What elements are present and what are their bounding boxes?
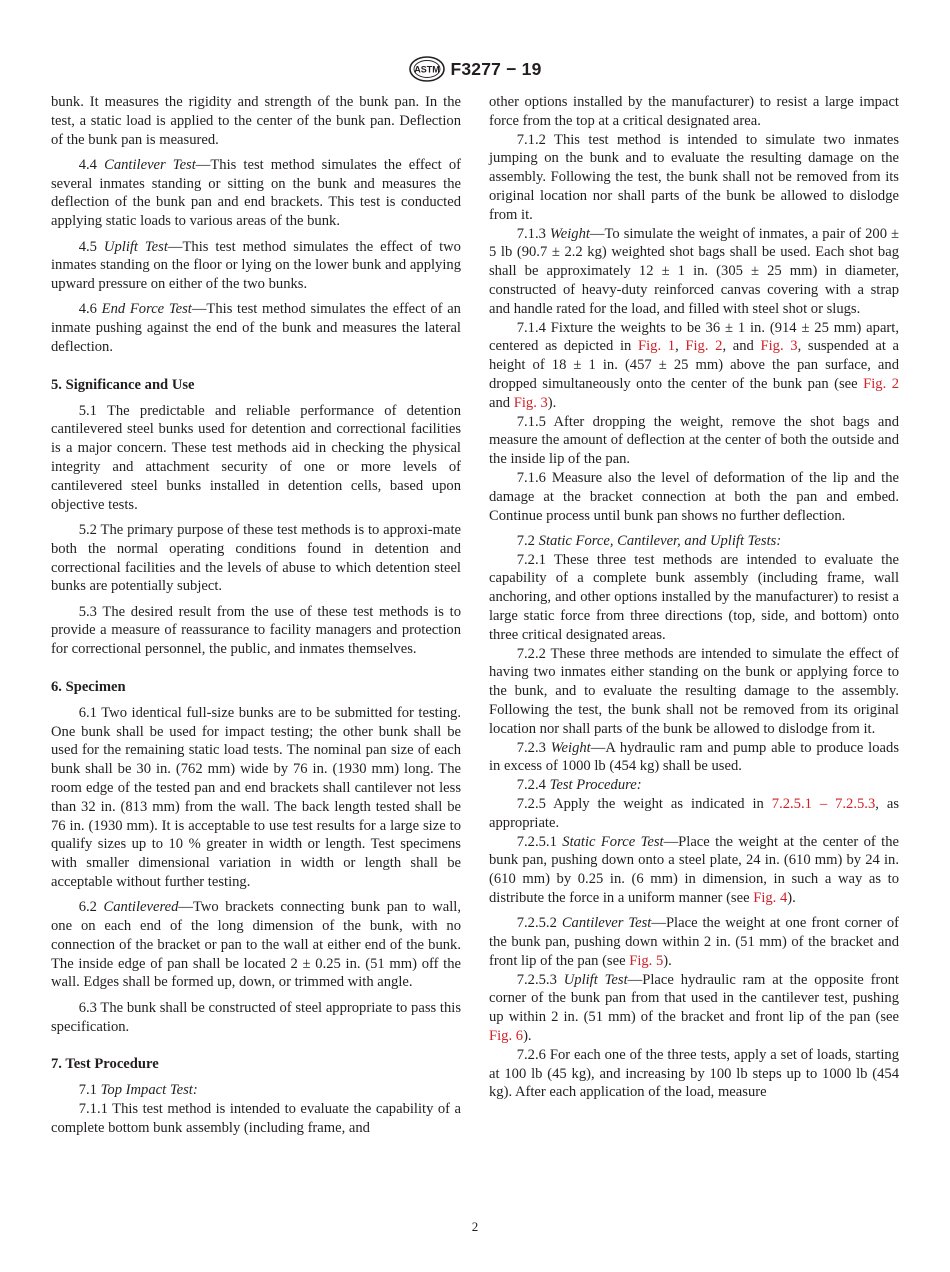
- paragraph-6-2: 6.2 Cantilevered—Two brackets connecting bunk pan to wall, one on each end of the long dimension of the bunk, with no connection of the bracket or pan to the wall at either end of the bunk. The inside edge of pan shall be located 2 ± 0.25 in. (51 mm) off the wall. Edges shall be formed up, down, or trimmed with angle.: [51, 899, 461, 991]
- fig-2-link[interactable]: Fig. 2: [685, 338, 723, 355]
- paragraph-7-2-6: 7.2.6 For each one of the three tests, apply a set of loads, starting at 100 lb (45 kg), and increasing by 100 lb steps up to 1000 lb (454 kg). After each application of the load, measure: [489, 1046, 899, 1101]
- paragraph-6-1: 6.1 Two identical full-size bunks are to be submitted for testing. One bunk shall be used for impact testing; the other bunk shall be used for the remaining static load tests. The nominal pan size of each bunk shall be 30 in. (762 mm) wide by 76 in. (1930 mm) long. The room edge of the tested pan and end brackets shall cantilever not less than 32 in. (813 mm) from the wall. The back length tested shall be 76 in. (1930 mm). It is acceptable to use test results for a large size to qualify sizes up to 10 % greater in width or length. Test specimens with smaller dimensional variation in width or length shall be acceptable without further testing.: [51, 704, 461, 890]
- section-heading-7: 7. Test Procedure: [51, 1056, 159, 1073]
- fig-3-link[interactable]: Fig. 3: [513, 394, 548, 411]
- paragraph-7-1-2: 7.1.2 This test method is intended to simulate two inmates jumping on the bunk and to evaluate the resulting damage on the assembly. Following the test, the bunk shall not be removed from its original location nor shall parts of the bunk be allowed to dislodge from it.: [489, 131, 899, 223]
- paragraph-7-2-2: 7.2.2 These three methods are intended to simulate the effect of having two inmates either standing on the bunk or applying force to the bunk, and to evaluate the resulting damage to the assembly. Following the test, the bunk shall not be removed from its original location nor shall parts of the bunk be allowed to dislodge from it.: [489, 645, 899, 737]
- paragraph-4-5: 4.5 Uplift Test—This test method simulates the effect of two inmates standing on the floor or lying on the lower bunk and applying upward pressure on either of the two bunks.: [51, 238, 461, 293]
- fig-4-link[interactable]: Fig. 4: [753, 889, 788, 906]
- section-heading-6: 6. Specimen: [51, 679, 126, 696]
- paragraph-7-2-5-3: 7.2.5.3 Uplift Test—Place hydraulic ram at the opposite front corner of the bunk pan from that used in the cantilever test, pushing up within 2 in. (51 mm) of the bracket and front lip of the pan (see Fig. 6).: [489, 971, 899, 1045]
- astm-logo-icon: [408, 56, 446, 82]
- paragraph-7-2: 7.2 Static Force, Cantilever, and Uplift Tests:: [516, 532, 782, 549]
- svg-text:ASTM: ASTM: [414, 64, 441, 75]
- fig-3-link[interactable]: Fig. 3: [760, 338, 798, 355]
- paragraph-7-2-5-2: 7.2.5.2 Cantilever Test—Place the weight at one front corner of the bunk pan, pushing down within 2 in. (51 mm) of the bracket and front lip of the pan (see Fig. 5).: [489, 915, 899, 969]
- paragraph-5-2: 5.2 The primary purpose of these test methods is to approxi-mate both the normal operating conditions found in detention and correctional facilities and the levels of abuse to which detention steel bunks are potentially subject.: [51, 521, 461, 595]
- paragraph-7-1-1: 7.1.1 This test method is intended to evaluate the capability of a complete bottom bunk assembly (including frame, and: [51, 1100, 461, 1136]
- section-ref-link[interactable]: 7.2.5.1 – 7.2.5.3: [771, 795, 876, 812]
- paragraph-7-2-1: 7.2.1 These three test methods are intended to evaluate the capability of a complete bunk assembly (including frame, wall anchoring, and other options installed by the manufacturer) to resist a large static force from three directions (top, side, and bottom) onto three critical designated areas.: [489, 551, 899, 643]
- paragraph-7-2-3: 7.2.3 Weight—A hydraulic ram and pump able to produce loads in excess of 1000 lb (454 kg) shall be used.: [489, 739, 899, 775]
- fig-6-link[interactable]: Fig. 6: [489, 1028, 524, 1045]
- fig-5-link[interactable]: Fig. 5: [629, 952, 664, 969]
- fig-2-link[interactable]: Fig. 2: [863, 375, 899, 392]
- paragraph-7-2-5-1: 7.2.5.1 Static Force Test—Place the weight at the center of the bunk pan, pushing down onto a steel plate, 24 in. (610 mm) by 24 in. (610 mm) by 0.25 in. (6 mm) in dimension, in such a way as to distribute the force in a uniform manner (see Fig. 4).: [489, 833, 899, 906]
- paragraph-7-1-6: 7.1.6 Measure also the level of deformation of the lip and the damage at the bracket connection at both the pan and embed. Continue process until bunk pan shows no further deflection.: [489, 469, 899, 524]
- paragraph-7-1-4: 7.1.4 Fixture the weights to be 36 ± 1 in. (914 ± 25 mm) apart, centered as depicted in Fig. 1, Fig. 2, and Fig. 3, suspended at a height of 18 ± 1 in. (457 ± 25 mm) above the pan surface, and dropped simultaneously onto the center of the bunk pan (see Fig. 2 and Fig. 3).: [489, 319, 900, 411]
- paragraph-4-6: 4.6 End Force Test—This test method simulates the effect of an inmate pushing against the end of the bunk and measures the lateral deflection.: [51, 301, 461, 356]
- left-column: [51, 93, 461, 1138]
- paragraph-continuation: other options installed by the manufacturer) to resist a large impact force from the top at a critical designated area.: [489, 94, 899, 129]
- paragraph-7-1-5: 7.1.5 After dropping the weight, remove the shot bags and measure the amount of deflection at the center of both the outside and the inside lip of the pan.: [489, 413, 899, 468]
- paragraph-7-2-5: 7.2.5 Apply the weight as indicated in 7.2.5.1 – 7.2.5.3, as appropriate.: [489, 795, 900, 831]
- paragraph-7-1-3: 7.1.3 Weight—To simulate the weight of inmates, a pair of 200 ± 5 lb (90.7 ± 2.2 kg) weighted shot bags shall be used. Each shot bag shall be approximately 12 ± 1 in. (305 ± 25 mm) in diameter, constructed of heavy-duty reinforced canvas covering with a strap and handle rated for the load, and filled with steel shot or slugs.: [489, 225, 900, 317]
- right-column: [489, 93, 899, 1102]
- paragraph-7-1: 7.1 Top Impact Test:: [78, 1082, 198, 1099]
- page-header: [0, 56, 950, 82]
- paragraph-4-4: 4.4 Cantilever Test—This test method simulates the effect of several inmates standing or sitting on the bunk and measures the deflection of the bunk pan and end brackets. This test is conducted applying static loads to various areas of the bunk.: [51, 156, 461, 230]
- paragraph-7-2-4: 7.2.4 Test Procedure:: [516, 777, 642, 794]
- page-number: 2: [471, 1219, 479, 1234]
- paragraph-6-3: 6.3 The bunk shall be constructed of steel appropriate to pass this specification.: [51, 999, 461, 1035]
- paragraph-5-3: 5.3 The desired result from the use of these test methods is to provide a measure of reassurance to facility managers and protection for correctional personnel, the public, and inmates themselves.: [51, 603, 461, 658]
- document-number: F3277 − 19: [450, 58, 542, 79]
- paragraph-5-1: 5.1 The predictable and reliable performance of detention cantilevered steel bunks used for detention and correctional facilities is a major concern. These test methods aid in checking the physical integrity and attachment security of one or more levels of cantilevered steel bunks installed in detention cells, based upon objective tests.: [51, 402, 461, 513]
- paragraph-continuation: bunk. It measures the rigidity and strength of the bunk pan. In the test, a static load is applied to the center of the bunk pan. Deflection of the bunk pan is measured.: [51, 94, 461, 148]
- fig-1-link[interactable]: Fig. 1: [638, 338, 676, 355]
- section-heading-5: 5. Significance and Use: [51, 376, 195, 393]
